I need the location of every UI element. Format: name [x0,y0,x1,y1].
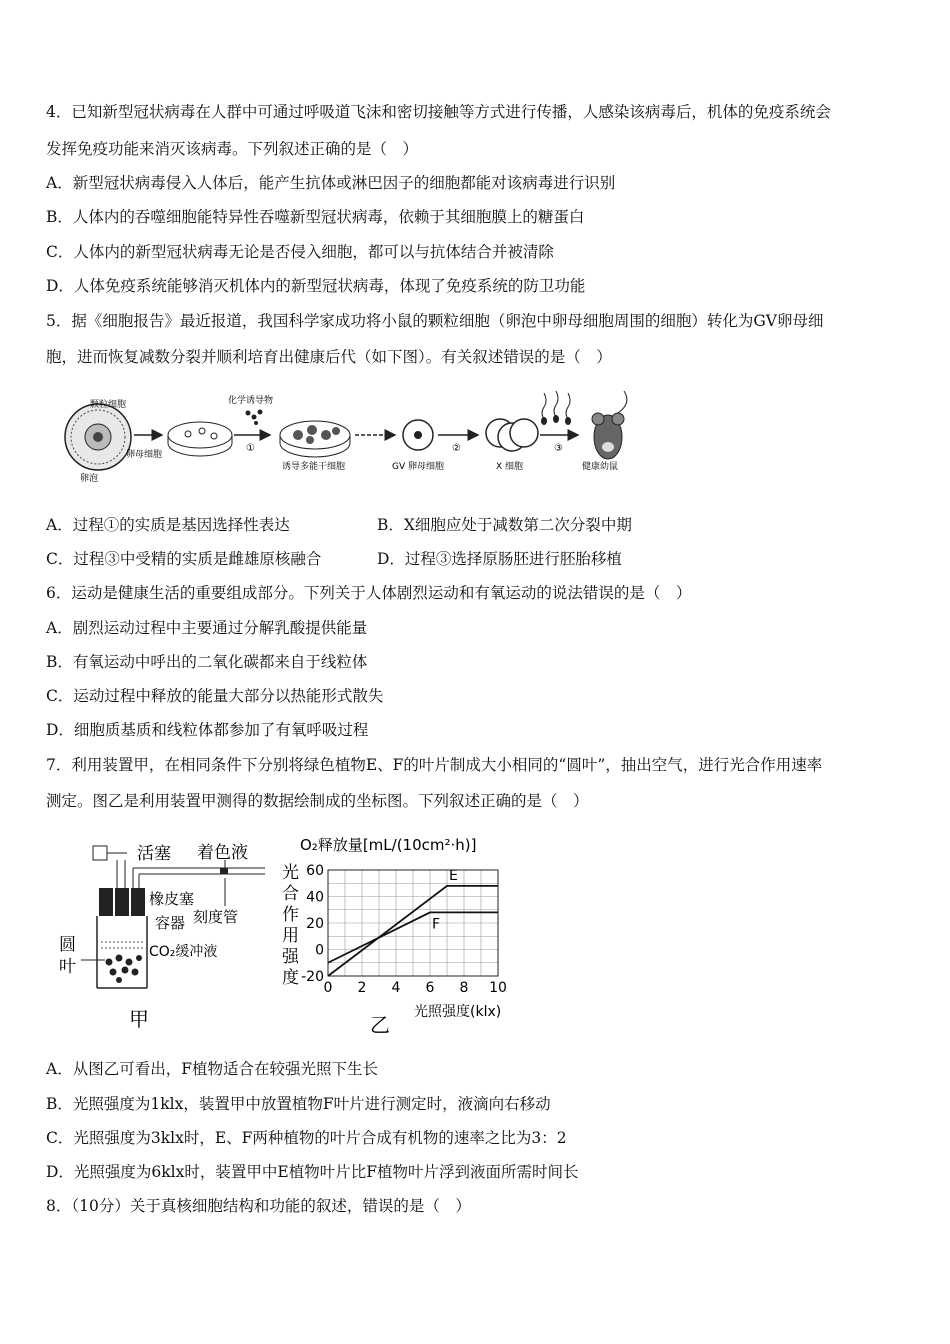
q5-stem-line1: 5．据《细胞报告》最近报道，我国科学家成功将小鼠的颗粒细胞（卵泡中卵母细胞周围的细胞）转化为GV卵母细 [46,312,824,330]
y-tick-label: 0 [315,942,324,959]
y-tick-label: 60 [306,863,324,879]
q4-stem-line1: 4．已知新型冠状病毒在人群中可通过呼吸道飞沫和密切接触等方式进行传播，人感染该病毒后，机体的免疫系统会 [46,103,831,121]
chart-panel-label: 乙 [370,1013,390,1037]
q7-option-b: B．光照强度为1klx，装置甲中放置植物F叶片进行测定时，液滴向右移动 [46,1095,551,1113]
tube-label: 刻度管 [193,908,239,926]
x-cell-drawing [486,419,538,451]
q7-option-a: A．从图乙可看出，F植物适合在较强光照下生长 [46,1060,378,1078]
y-tick-label: -20 [301,969,324,985]
q4-option-c: C．人体内的新型冠状病毒无论是否侵入细胞，都可以与抗体结合并被清除 [46,243,554,261]
granulosa-label: 颗粒细胞 [90,400,127,410]
y-axis-label-char: 合 [282,884,299,904]
q7-option-c: C．光照强度为3klx时，E、F两种植物的叶片合成有机物的速率之比为3：2 [46,1129,567,1147]
q7-option-d: D．光照强度为6klx时，装置甲中E植物叶片比F植物叶片浮到液面所需时间长 [46,1163,579,1181]
buffer-label: CO₂缓冲液 [149,944,218,960]
apparatus-panel-label: 甲 [129,1007,149,1031]
ips-label: 诱导多能干细胞 [282,462,346,472]
chart-title: O₂释放量[mL/(10cm²·h)] [300,836,477,854]
stopper-label: 橡皮塞 [149,890,195,908]
x-cell-label: X 细胞 [496,462,524,472]
q4-option-b: B．人体内的吞噬细胞能特异性吞噬新型冠状病毒，依赖于其细胞膜上的糖蛋白 [46,208,585,226]
apparatus-figure [55,838,275,1038]
leaf-label-1: 圆 [59,935,76,955]
y-tick-label: 40 [306,889,324,906]
container-drawing [97,916,147,988]
x-tick-label: 10 [489,980,507,996]
q4-option-d: D．人体免疫系统能够消灭机体内的新型冠状病毒，体现了免疫系统的防卫功能 [46,277,586,295]
q5-option-d: D．过程③选择原肠胚进行胚胎移植 [377,550,622,568]
x-tick-label: 0 [323,980,333,996]
q5-stem-line2: 胞，进而恢复减数分裂并顺利培育出健康后代（如下图）。有关叙述错误的是（ ） [46,348,612,366]
gv-label: GV 卵母细胞 [392,462,444,472]
valve-label: 活塞 [137,844,171,864]
q6-option-d: D．细胞质基质和线粒体都参加了有氧呼吸过程 [46,721,369,739]
mouse-label: 健康幼鼠 [582,462,619,472]
q4-stem-line2: 发挥免疫功能来消灭该病毒。下列叙述正确的是（ ） [46,140,419,158]
series-label-E: E [449,867,458,884]
q7-stem-line2: 测定。图乙是利用装置甲测得的数据绘制成的坐标图。下列叙述正确的是（ ） [46,792,589,810]
y-axis-label-char: 度 [282,968,299,988]
q7-stem-line1: 7．利用装置甲，在相同条件下分别将绿色植物E、F的叶片制成大小相同的“圆叶”，抽出空气，进行光合作用速率 [46,756,823,774]
stopper-drawing [99,888,145,916]
q5-process-figure [60,385,660,485]
step1-label: ① [246,443,255,454]
q5-option-c: C．过程③中受精的实质是雌雄原核融合 [46,550,322,568]
inducer-label: 化学诱导物 [228,396,274,406]
x-tick-label: 6 [425,980,435,996]
q5-option-a: A．过程①的实质是基因选择性表达 [46,516,290,534]
step2-label: ② [452,443,461,454]
oocyte-label: 卵母细胞 [126,450,163,460]
step3-label: ③ [554,443,563,454]
ips-dish-drawing [280,421,350,457]
q6-stem: 6．运动是健康生活的重要组成部分。下列关于人体剧烈运动和有氧运动的说法错误的是（ ） [46,584,692,602]
y-axis-label-char: 光 [282,863,299,883]
q4-option-a: A．新型冠状病毒侵入人体后，能产生抗体或淋巴因子的细胞都能对该病毒进行识别 [46,174,616,192]
gv-oocyte-drawing [403,420,433,450]
q5-option-b: B．X细胞应处于减数第二次分裂中期 [377,516,632,534]
dye-label: 着色液 [197,843,248,863]
q6-option-b: B．有氧运动中呼出的二氧化碳都来自于线粒体 [46,653,368,671]
light-intensity-chart [272,830,542,1040]
follicle-label: 卵泡 [80,474,99,484]
y-tick-label: 20 [306,916,324,932]
q8-stem: 8．（10分）关于真核细胞结构和功能的叙述，错误的是（ ） [46,1197,471,1215]
culture-dish-drawing [168,422,232,456]
chart-xlabel: 光照强度(klx) [414,1004,502,1020]
x-tick-label: 8 [459,980,469,996]
x-tick-label: 4 [391,980,401,996]
mouse-icon [592,391,627,459]
q6-option-a: A．剧烈运动过程中主要通过分解乳酸提供能量 [46,619,368,637]
chart-ylabel [282,863,300,988]
y-axis-label-char: 作 [282,905,299,925]
leaf-label-2: 叶 [59,957,76,977]
series-label-F: F [432,916,441,933]
leaf-discs [106,955,143,984]
y-axis-label-char: 用 [282,926,299,946]
follicle-drawing [65,404,131,470]
sperm-icons [541,391,571,425]
q6-option-c: C．运动过程中释放的能量大部分以热能形式散失 [46,687,384,705]
container-label: 容器 [155,914,186,932]
y-axis-label-char: 强 [282,947,299,967]
x-tick-label: 2 [357,980,367,996]
inducer-dots [246,410,263,426]
